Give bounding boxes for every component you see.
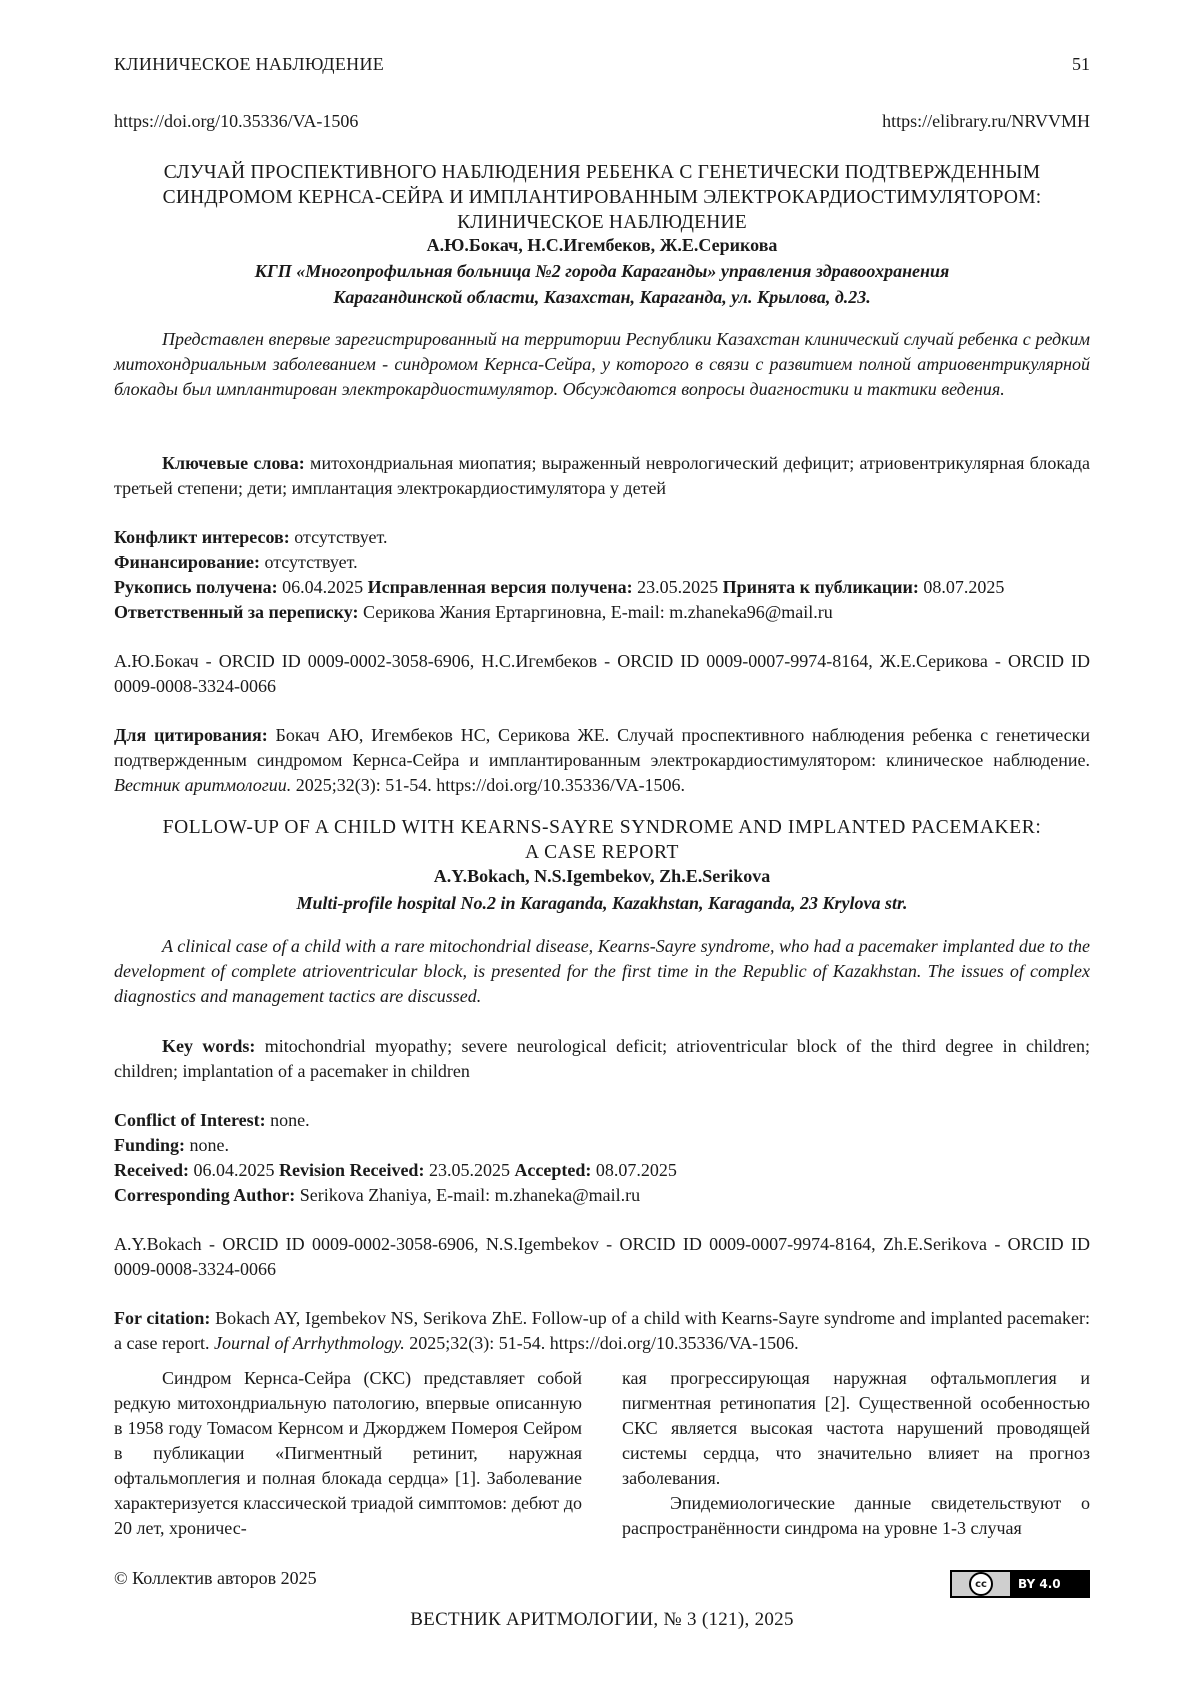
ru-title-line: КЛИНИЧЕСКОЕ НАБЛЮДЕНИЕ [457, 212, 747, 233]
en-conflict: Conflict of Interest: none. [114, 1110, 310, 1130]
ru-orcid: А.Ю.Бокач - ORCID ID 0009-0002-3058-6906, Н.С.Игембеков - ORCID ID 0009-0007-9974-8164, Ж.Е.Серикова - ORCID ID 0009-0008-3324-0066 [114, 651, 1090, 696]
body-left-column [114, 1366, 582, 1541]
ru-affiliation-line: Карагандинской области, Казахстан, Караганда, ул. Крылова, д.23. [333, 287, 871, 307]
doi-link[interactable]: https://doi.org/10.35336/VA-1506 [114, 111, 359, 131]
ru-authors: А.Ю.Бокач, Н.С.Игембеков, Ж.Е.Серикова [426, 235, 778, 255]
ru-funding: Финансирование: отсутствует. [114, 552, 358, 572]
page-number: 51 [1072, 54, 1090, 74]
en-affiliation: Multi-profile hospital No.2 in Karaganda, Kazakhstan, Karaganda, 23 Krylova str. [296, 893, 908, 913]
ru-keywords [114, 451, 1090, 501]
en-orcid: A.Y.Bokach - ORCID ID 0009-0002-3058-6906, N.S.Igembekov - ORCID ID 0009-0007-9974-8164, Zh.E.Serikova - ORCID ID 0009-0008-3324-0066 [114, 1234, 1090, 1279]
body-paragraph: кая прогрессирующая наружная офтальмоплегия и пигментная ретинопатия [2]. Существенной особенностью СКС является высокая частота нарушений проводящей системы сердца, что значительно влияет на прогноз заболевания. [622, 1368, 1090, 1488]
ru-citation: Для цитирования: Бокач АЮ, Игембеков НС, Серикова ЖЕ. Случай проспективного наблюдения ребенка с генетически подтвержденным синдромом Кернса-Сейра и имплантированным электрокардиостимулятором: клиническое наблюдение. Вестник аритмологии. 2025;32(3): 51-54. https://doi.org/10.35336/VA-1506. [114, 725, 1090, 795]
ru-meta [114, 525, 1090, 625]
ru-title-line: СИНДРОМОМ КЕРНСА-СЕЙРА И ИМПЛАНТИРОВАННЫМ ЭЛЕКТРОКАРДИОСТИМУЛЯТОРОМ: [162, 187, 1042, 208]
body-paragraph: Синдром Кернса-Сейра (СКС) представляет собой редкую митохондриальную патологию, впервые описанную в 1958 году Томасом Кернсом и Джорджем Помероя Сейром в публикации «Пигментный ретинит, наружная офтальмоплегия и полная блокада сердца» [1]. Заболевание характеризуется классической триадой симптомов: дебют до 20 лет, хроничес- [114, 1368, 582, 1538]
journal-footer: ВЕСТНИК АРИТМОЛОГИИ, № 3 (121), 2025 [410, 1609, 794, 1630]
ru-keywords-label: Ключевые слова: [162, 453, 305, 473]
cc-icon: cc [952, 1572, 1010, 1596]
ru-title [114, 160, 1090, 235]
ru-abstract: Представлен впервые зарегистрированный на территории Республики Казахстан клинический случай ребенка с редким митохондриальным заболеванием - синдромом Кернса-Сейра, у которого в связи с развитием полной атриовентрикулярной блокады был имплантирован электрокардиостимулятор. Обсуждаются вопросы диагностики и тактики ведения. [114, 329, 1090, 399]
en-authors: A.Y.Bokach, N.S.Igembekov, Zh.E.Serikova [433, 866, 771, 886]
en-meta [114, 1108, 1090, 1208]
ru-affiliation-line: КГП «Многопрофильная больница №2 города Караганды» управления здравоохранения [254, 261, 950, 281]
ru-affiliation [114, 258, 1090, 310]
body-paragraph: Эпидемиологические данные свидетельствуют о распространённости синдрома на уровне 1-3 случая [622, 1493, 1090, 1538]
en-title [114, 815, 1090, 865]
ru-conflict: Конфликт интересов: отсутствует. [114, 527, 388, 547]
en-keywords: Key words: mitochondrial myopathy; severe neurological deficit; atrioventricular block of the third degree in children; children; implantation of a pacemaker in children [114, 1036, 1090, 1081]
ru-dates: Рукопись получена: 06.04.2025 Исправленная версия получена: 23.05.2025 Принята к публикации: 08.07.2025 [114, 577, 1005, 597]
cc-by-license-badge[interactable] [950, 1570, 1090, 1598]
elibrary-link[interactable]: https://elibrary.ru/NRVVMH [882, 111, 1090, 131]
ru-title-line: СЛУЧАЙ ПРОСПЕКТИВНОГО НАБЛЮДЕНИЯ РЕБЕНКА С ГЕНЕТИЧЕСКИ ПОДТВЕРЖДЕННЫМ [163, 162, 1041, 183]
en-citation: For citation: Bokach AY, Igembekov NS, Serikova ZhE. Follow-up of a child with Kearns-Sayre syndrome and implanted pacemaker: a case report. Journal of Arrhythmology. 2025;32(3): 51-54. https://doi.org/10.35336/VA-1506. [114, 1308, 1090, 1353]
body-right-column [622, 1366, 1090, 1541]
en-title-line: A CASE REPORT [525, 842, 679, 863]
en-dates: Received: 06.04.2025 Revision Received: 23.05.2025 Accepted: 08.07.2025 [114, 1160, 677, 1180]
en-corresponding: Corresponding Author: Serikova Zhaniya, E-mail: m.zhaneka@mail.ru [114, 1185, 641, 1205]
running-head-section: КЛИНИЧЕСКОЕ НАБЛЮДЕНИЕ [114, 54, 385, 74]
en-funding: Funding: none. [114, 1135, 230, 1155]
ru-corresponding: Ответственный за переписку: Серикова Жания Ертаргиновна, E-mail: m.zhaneka96@mail.ru [114, 602, 833, 622]
ru-keywords-text: митохондриальная миопатия; выраженный неврологический дефицит; атриовентрикулярная блокада третьей степени; дети; имплантация электрокардиостимулятора у детей [114, 453, 1090, 498]
copyright-notice: © Коллектив авторов 2025 [114, 1568, 317, 1588]
en-abstract: A clinical case of a child with a rare mitochondrial disease, Kearns-Sayre syndrome, who had a pacemaker implanted due to the development of complete atrioventricular block, is presented for the first time in the Republic of Kazakhstan. The issues of complex diagnostics and management tactics are discussed. [114, 936, 1090, 1006]
en-title-line: FOLLOW-UP OF A CHILD WITH KEARNS-SAYRE SYNDROME AND IMPLANTED PACEMAKER: [162, 817, 1042, 838]
license-label: BY 4.0 [1018, 1577, 1061, 1591]
